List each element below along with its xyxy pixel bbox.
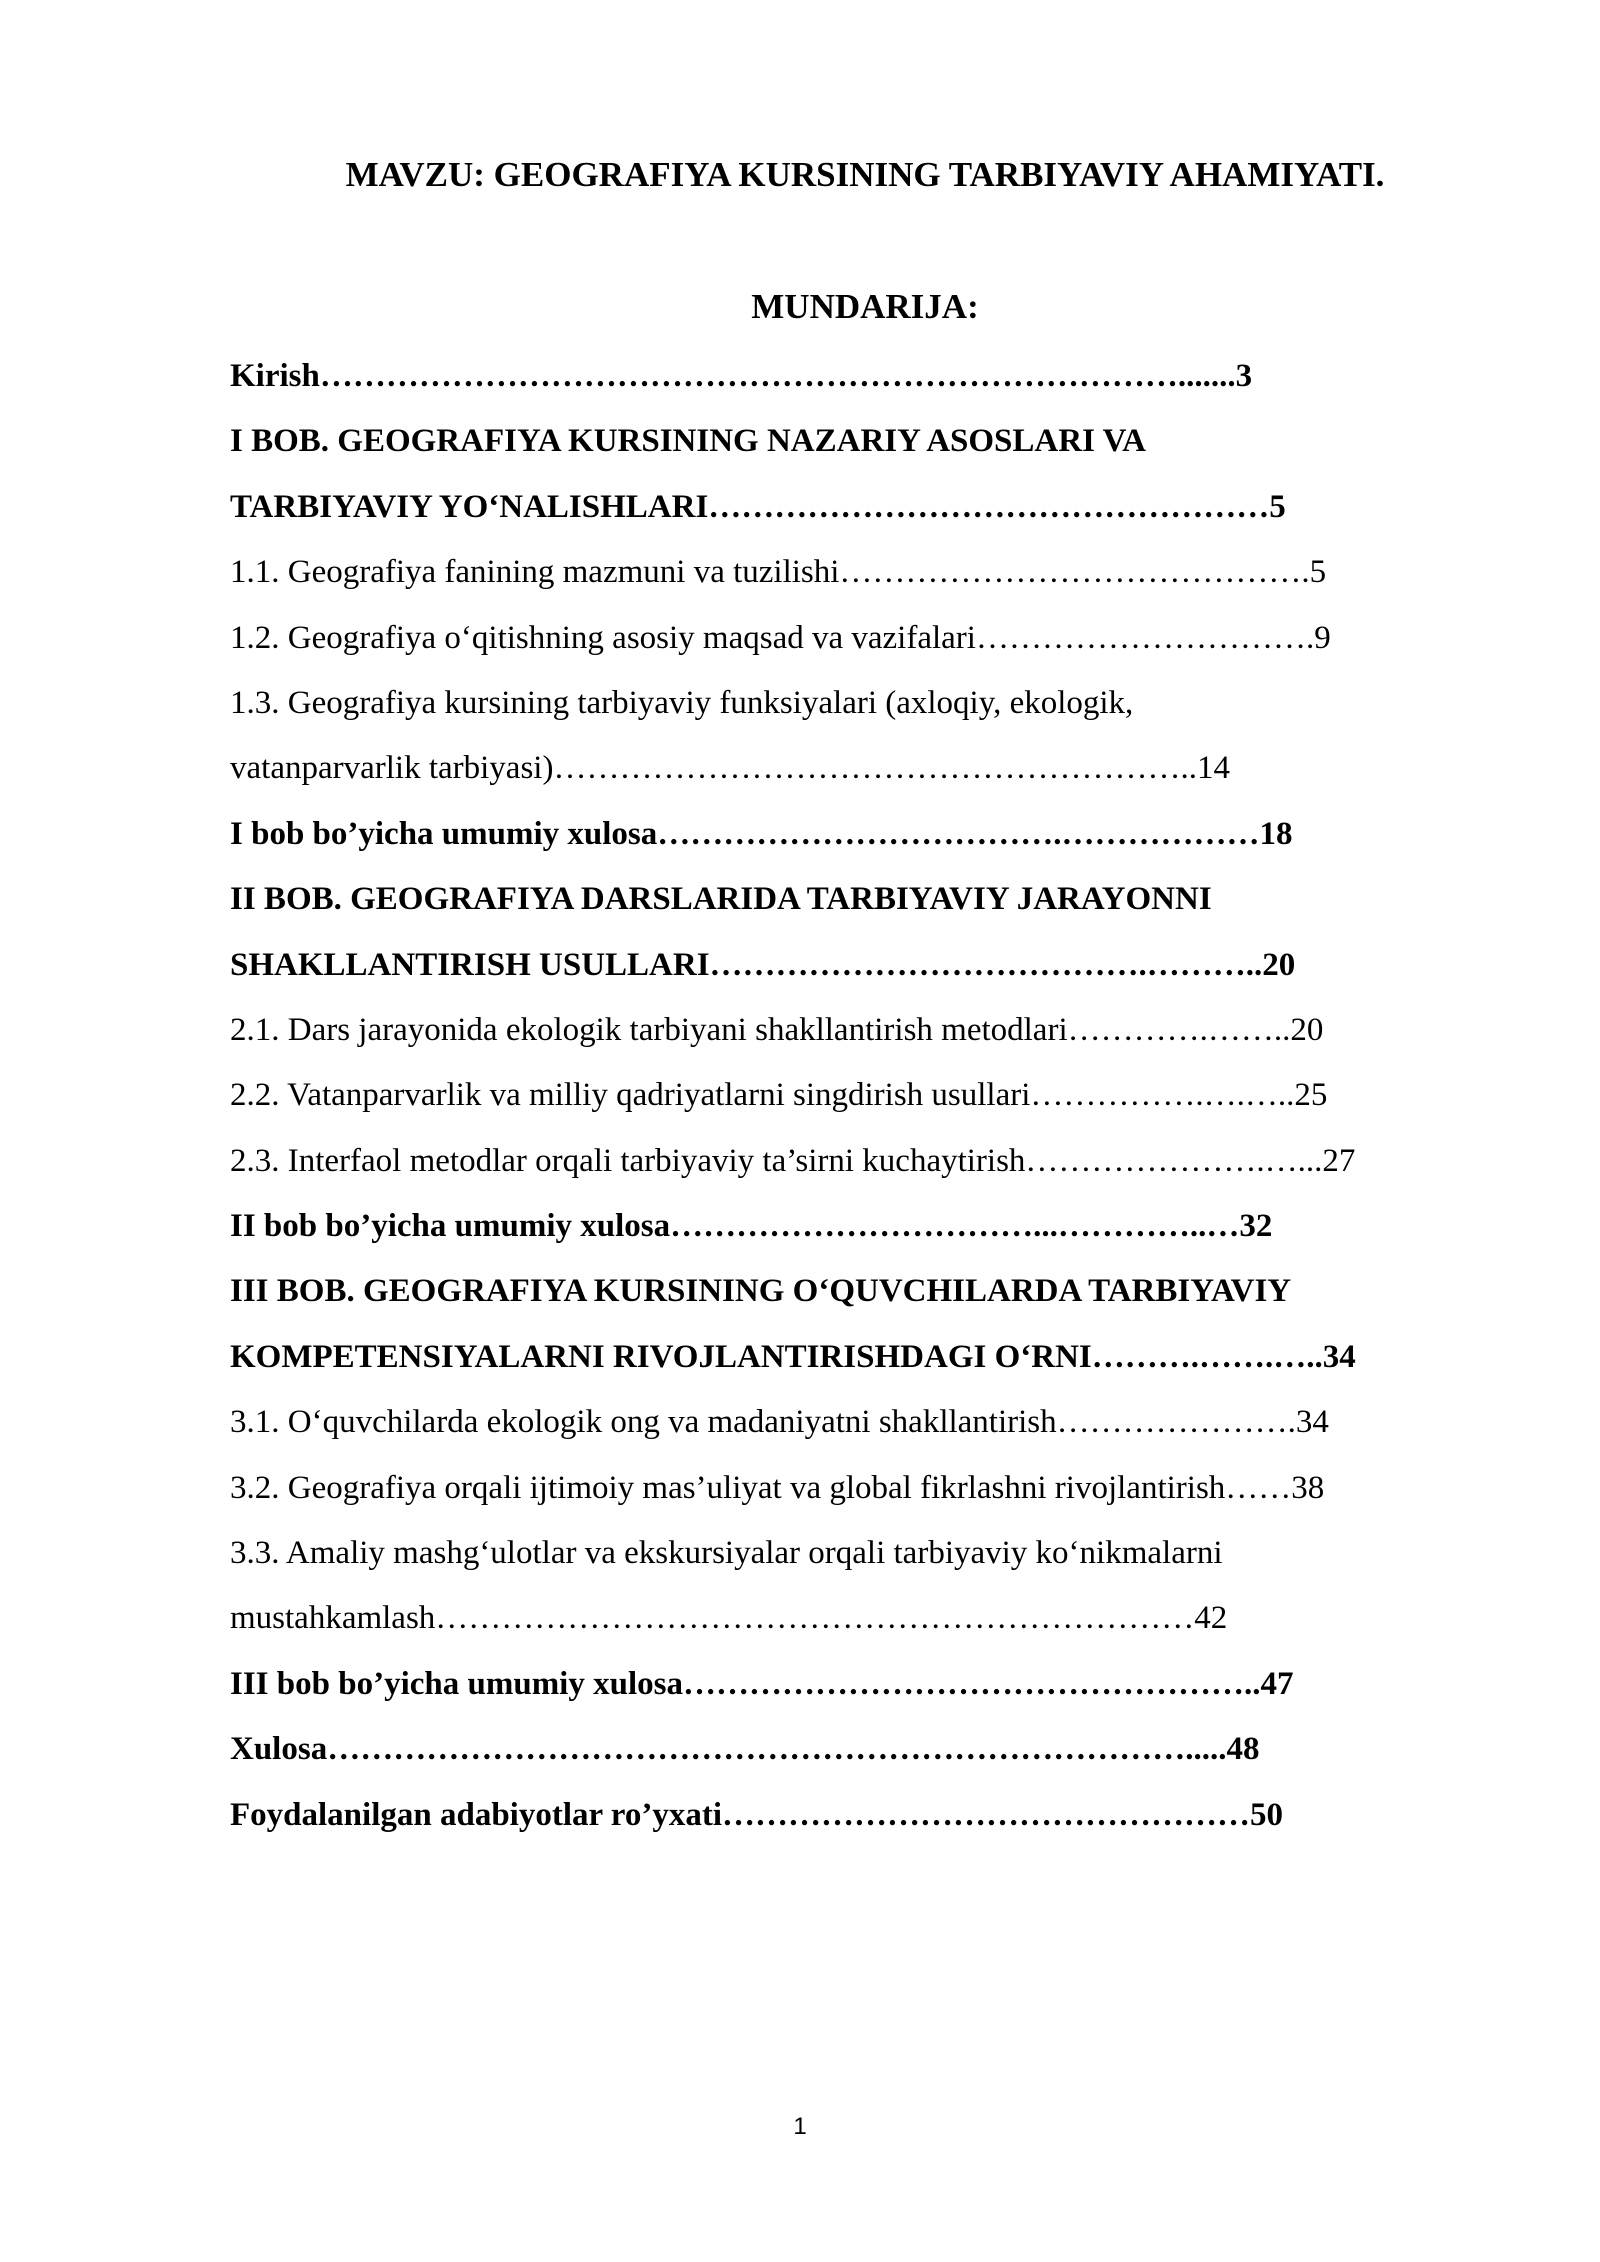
toc-line: Xulosa…………………………………………………………………….....48: [230, 1731, 1260, 1768]
toc-line: 3.2. Geografiya orqali ijtimoiy mas’uliyat va global fikrlashni rivojlantirish……38: [230, 1469, 1325, 1506]
toc-line: SHAKLLANTIRISH USULLARI………………………………….………..20: [230, 946, 1296, 983]
toc-line: 3.1. O‘quvchilarda ekologik ong va madaniyatni shakllantirish………………….34: [230, 1404, 1329, 1441]
toc-line: vatanparvarlik tarbiyasi)…………………………………………………..14: [230, 750, 1230, 787]
page-number: 1: [793, 2113, 807, 2140]
toc-line: I BOB. GEOGRAFIYA KURSINING NAZARIY ASOSLARI VA: [230, 423, 1146, 460]
toc-line: TARBIYAVIY YO‘NALISHLARI……………………………………………5: [230, 488, 1286, 525]
toc-line: 2.3. Interfaol metodlar orqali tarbiyaviy ta’sirni kuchaytirish………………….…...27: [230, 1142, 1356, 1179]
toc-line: 1.2. Geografiya o‘qitishning asosiy maqsad va vazifalari………………………….9: [230, 619, 1331, 656]
toc-line: KOMPETENSIYALARNI RIVOJLANTIRISHDAGI O‘RNI……….…….…..34: [230, 1338, 1356, 1375]
document-title: MAVZU: GEOGRAFIYA KURSINING TARBIYAVIY AHAMIYATI.: [345, 155, 1385, 194]
toc-line: 1.3. Geografiya kursining tarbiyaviy funksiyalari (axloqiy, ekologik,: [230, 684, 1134, 721]
toc-line: III BOB. GEOGRAFIYA KURSINING O‘QUVCHILARDA TARBIYAVIY: [230, 1273, 1292, 1310]
toc-line: mustahkamlash……………………………………………………………42: [230, 1600, 1228, 1637]
toc-line: II BOB. GEOGRAFIYA DARSLARIDA TARBIYAVIY JARAYONNI: [230, 881, 1212, 918]
toc-line: III bob bo’yicha umumiy xulosa……………………………………………..47: [230, 1665, 1294, 1702]
toc-line: 2.2. Vatanparvarlik va milliy qadriyatlarni singdirish usullari…………….….…..25: [230, 1077, 1328, 1114]
toc-line: Foydalanilgan adabiyotlar ro’yxati…………………………………………50: [230, 1796, 1284, 1833]
toc-line: 3.3. Amaliy mashg‘ulotlar va ekskursiyalar orqali tarbiyaviy ko‘nikmalarni: [230, 1535, 1223, 1572]
toc-line: I bob bo’yicha umumiy xulosa……………………………….………………18: [230, 815, 1293, 852]
toc-heading: MUNDARIJA:: [751, 287, 979, 326]
toc-line: II bob bo’yicha umumiy xulosa……………………………...…………..…32: [230, 1208, 1273, 1245]
toc-line: Kirish…………………………………………………………………….......3: [230, 358, 1253, 394]
table-of-contents: [230, 344, 1500, 1848]
toc-line: 2.1. Dars jarayonida ekologik tarbiyani shakllantirish metodlari………….……..20: [230, 1011, 1324, 1048]
toc-line: 1.1. Geografiya fanining mazmuni va tuzilishi…………………………………….5: [230, 554, 1327, 591]
